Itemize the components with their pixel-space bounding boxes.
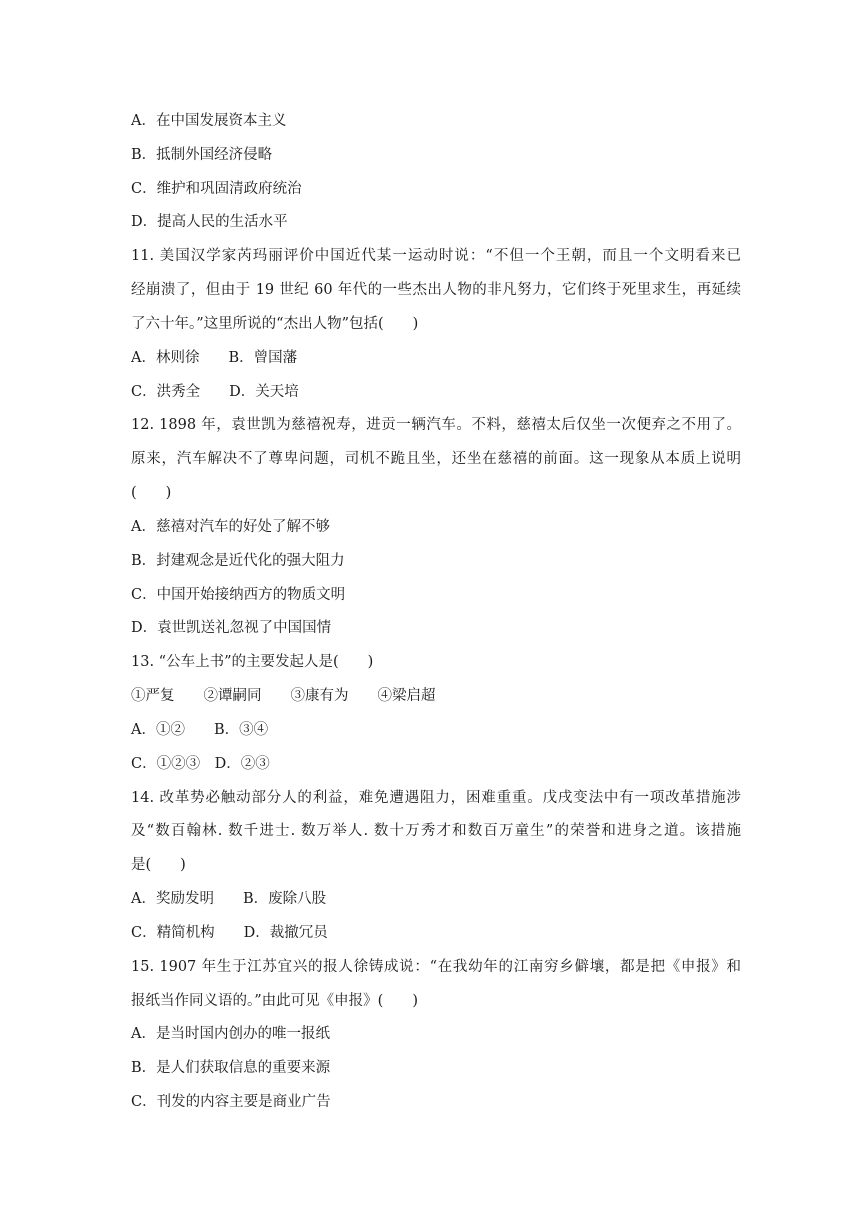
option-12-c: C．中国开始接纳西方的物质文明 (131, 587, 346, 603)
option-12-b: B．封建观念是近代化的强大阻力 (131, 553, 345, 569)
option-10-c: C．维护和巩固清政府统治 (131, 181, 302, 197)
question-13-items: ①严复 ②谭嗣同 ③康有为 ④梁启超 (131, 688, 436, 704)
question-11-line-2: 经崩溃了，但由于 19 世纪 60 年代的一些杰出人物的非凡努力，它们终于死里求生，再延续 (131, 282, 741, 298)
option-14-ab: A．奖励发明 B．废除八股 (131, 891, 327, 907)
question-15-line-2: 报纸当作同义语的。”由此可见《申报》( ) (131, 993, 418, 1009)
question-14-line-3: 是( ) (131, 857, 186, 873)
question-11-line-3: 了六十年。”这里所说的“杰出人物”包括( ) (131, 316, 419, 332)
question-12-line-1: 12. 1898 年，袁世凯为慈禧祝寿，进贡一辆汽车。不料，慈禧太后仅坐一次便弃之不用了。 (131, 417, 741, 433)
question-14-line-2: 及“数百翰林. 数千进士. 数万举人. 数十万秀才和数百万童生”的荣誉和进身之道。该措施 (131, 823, 741, 839)
option-10-a: A．在中国发展资本主义 (131, 113, 287, 129)
option-11-ab: A．林则徐 B．曾国藩 (131, 350, 298, 366)
option-10-d: D．提高人民的生活水平 (131, 214, 288, 230)
option-10-b: B．抵制外国经济侵略 (131, 147, 273, 163)
question-12-line-2: 原来，汽车解决不了尊卑问题，司机不跪且坐，还坐在慈禧的前面。这一现象从本质上说明 (131, 451, 741, 467)
option-14-cd: C．精简机构 D．裁撤冗员 (131, 925, 328, 941)
option-12-a: A．慈禧对汽车的好处了解不够 (131, 519, 330, 535)
option-13-cd: C．①②③ D．②③ (131, 756, 270, 772)
option-12-d: D．袁世凯送礼忽视了中国国情 (131, 620, 332, 636)
question-11-line-1: 11. 美国汉学家芮玛丽评价中国近代某一运动时说：“不但一个王朝，而且一个文明看来已 (131, 248, 741, 264)
option-15-b: B．是人们获取信息的重要来源 (131, 1060, 331, 1076)
question-14-line-1: 14. 改革势必触动部分人的利益，难免遭遇阻力，困难重重。戊戌变法中有一项改革措施涉 (131, 790, 741, 806)
option-13-ab: A．①② B．③④ (131, 722, 269, 738)
option-15-c: C．刊发的内容主要是商业广告 (131, 1094, 331, 1110)
question-15-line-1: 15. 1907 年生于江苏宜兴的报人徐铸成说：“在我幼年的江南穷乡僻壤，都是把《申报》和 (131, 959, 741, 975)
option-11-cd: C．洪秀全 D．关天培 (131, 384, 299, 400)
option-15-a: A．是当时国内创办的唯一报纸 (131, 1026, 330, 1042)
question-13: 13. “公车上书”的主要发起人是( ) (131, 654, 374, 670)
question-12-line-3: ( ) (131, 485, 172, 501)
